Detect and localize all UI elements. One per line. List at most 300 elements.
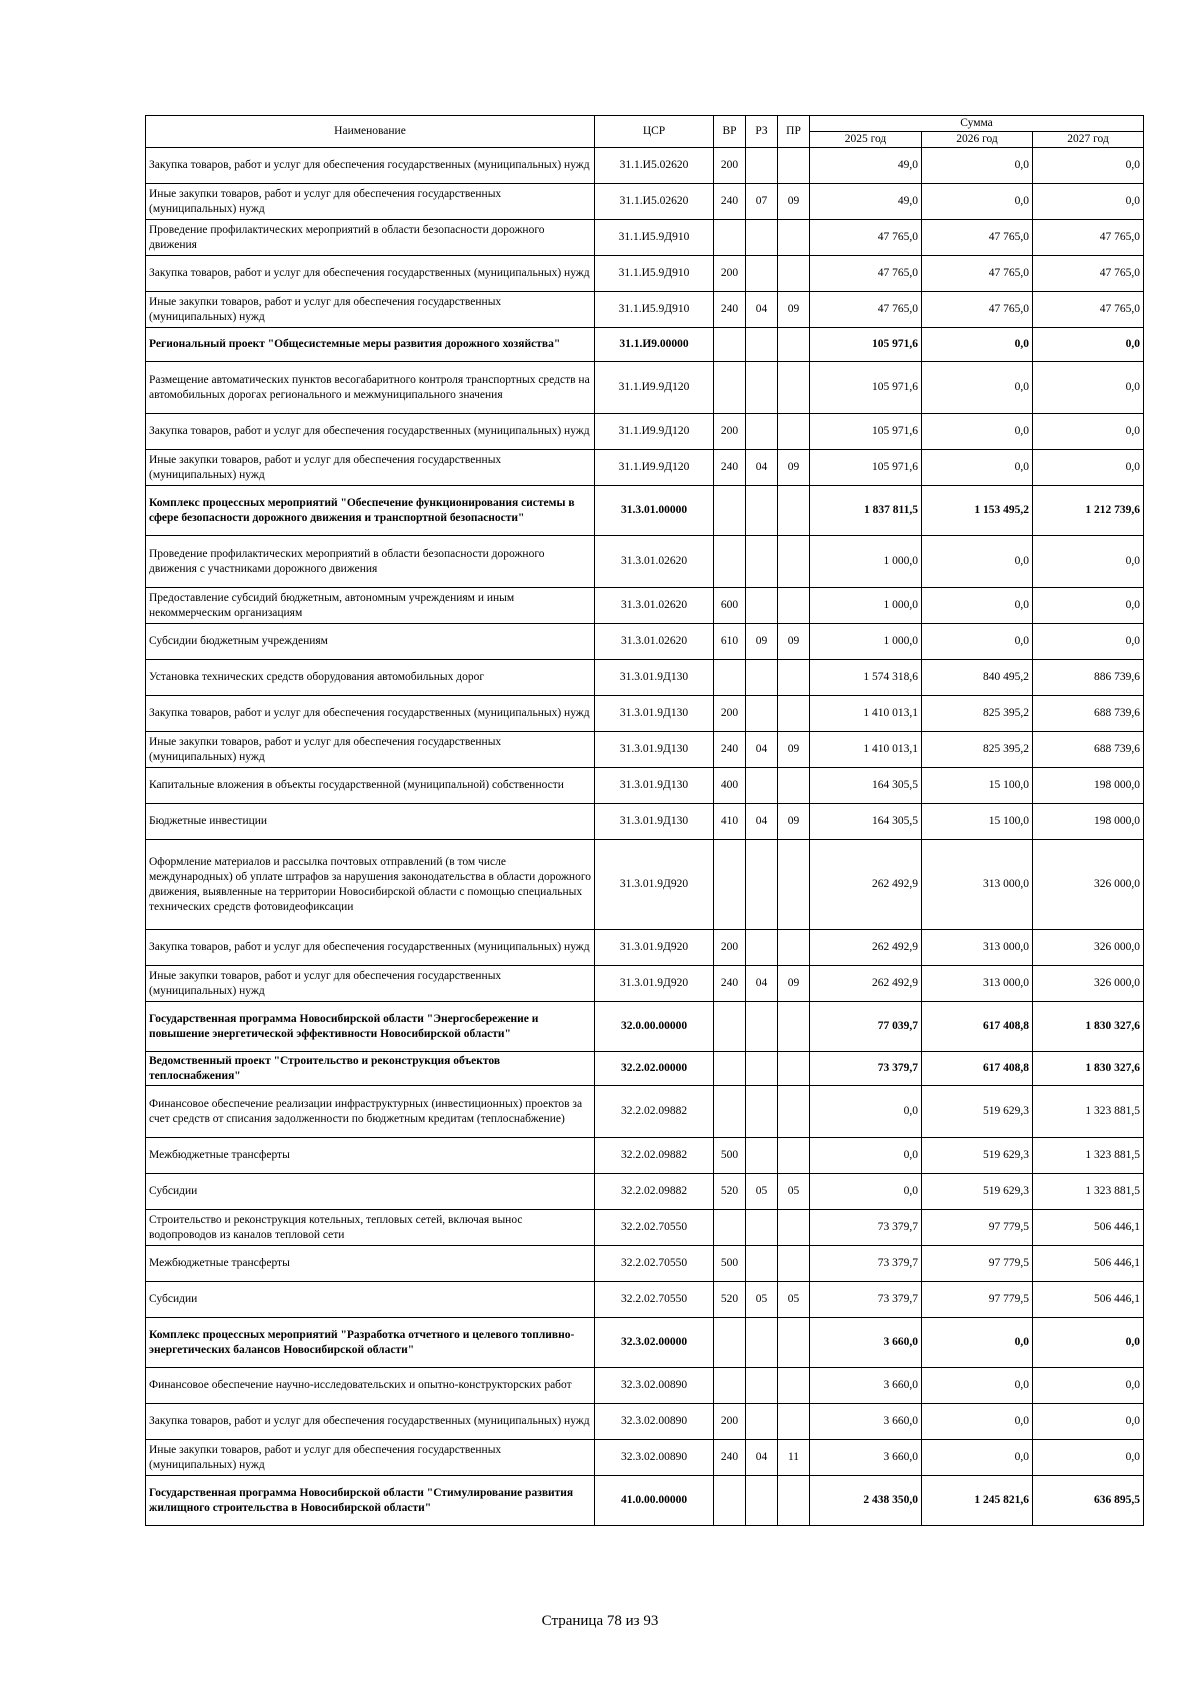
row-rz [746, 256, 778, 292]
row-csr: 32.2.02.70550 [595, 1246, 714, 1282]
table-row [146, 486, 1144, 536]
row-csr: 31.3.01.9Д920 [595, 966, 714, 1002]
row-sum-2027: 688 739,6 [1033, 732, 1144, 768]
row-pr [778, 1002, 810, 1052]
row-rz [746, 1138, 778, 1174]
row-pr: 09 [778, 450, 810, 486]
row-vr [714, 1086, 746, 1138]
row-vr: 240 [714, 732, 746, 768]
row-pr [778, 328, 810, 362]
row-csr: 31.3.01.02620 [595, 624, 714, 660]
row-rz [746, 1476, 778, 1526]
row-name: Государственная программа Новосибирской области "Энергосбережение и повышение энергетической эффективности Новосибирской области" [146, 1002, 595, 1052]
row-sum-2027: 0,0 [1033, 414, 1144, 450]
row-vr: 200 [714, 256, 746, 292]
row-sum-2025: 1 000,0 [810, 624, 922, 660]
row-vr: 240 [714, 184, 746, 220]
row-sum-2027: 0,0 [1033, 1368, 1144, 1404]
row-csr: 31.1.И9.9Д120 [595, 414, 714, 450]
table-row [146, 804, 1144, 840]
row-name: Иные закупки товаров, работ и услуг для обеспечения государственных (муниципальных) нужд [146, 1440, 595, 1476]
row-name: Иные закупки товаров, работ и услуг для обеспечения государственных (муниципальных) нужд [146, 450, 595, 486]
row-csr: 32.2.02.70550 [595, 1282, 714, 1318]
row-sum-2026: 313 000,0 [922, 930, 1033, 966]
row-sum-2027: 886 739,6 [1033, 660, 1144, 696]
table-row [146, 768, 1144, 804]
table-row [146, 450, 1144, 486]
row-sum-2025: 105 971,6 [810, 328, 922, 362]
row-sum-2026: 519 629,3 [922, 1174, 1033, 1210]
row-sum-2027: 198 000,0 [1033, 804, 1144, 840]
row-pr [778, 1246, 810, 1282]
row-rz [746, 1210, 778, 1246]
row-sum-2025: 3 660,0 [810, 1368, 922, 1404]
row-sum-2025: 47 765,0 [810, 256, 922, 292]
row-vr [714, 1002, 746, 1052]
row-pr: 09 [778, 624, 810, 660]
row-sum-2025: 262 492,9 [810, 930, 922, 966]
row-sum-2026: 0,0 [922, 1318, 1033, 1368]
table-row [146, 220, 1144, 256]
row-pr: 09 [778, 804, 810, 840]
row-sum-2025: 49,0 [810, 148, 922, 184]
row-vr: 610 [714, 624, 746, 660]
row-csr: 31.3.01.00000 [595, 486, 714, 536]
row-name: Проведение профилактических мероприятий в области безопасности дорожного движения [146, 220, 595, 256]
row-vr: 410 [714, 804, 746, 840]
row-vr: 200 [714, 414, 746, 450]
row-sum-2025: 1 000,0 [810, 536, 922, 588]
row-csr: 31.3.01.9Д130 [595, 660, 714, 696]
row-sum-2025: 3 660,0 [810, 1440, 922, 1476]
table-header [146, 116, 1144, 148]
row-csr: 32.2.02.00000 [595, 1052, 714, 1086]
table-row [146, 1174, 1144, 1210]
row-rz: 04 [746, 450, 778, 486]
table-row [146, 1002, 1144, 1052]
row-sum-2026: 0,0 [922, 362, 1033, 414]
row-vr [714, 1476, 746, 1526]
row-vr: 200 [714, 696, 746, 732]
table-row [146, 660, 1144, 696]
row-sum-2026: 47 765,0 [922, 256, 1033, 292]
row-sum-2026: 0,0 [922, 624, 1033, 660]
row-rz: 04 [746, 292, 778, 328]
row-csr: 31.1.И5.02620 [595, 148, 714, 184]
row-pr: 09 [778, 184, 810, 220]
row-name: Комплекс процессных мероприятий "Обеспечение функционирования системы в сфере безопасности дорожного движения и транспортной безопасности" [146, 486, 595, 536]
row-sum-2025: 105 971,6 [810, 450, 922, 486]
row-sum-2027: 326 000,0 [1033, 840, 1144, 930]
row-rz [746, 148, 778, 184]
row-sum-2027: 1 323 881,5 [1033, 1138, 1144, 1174]
row-name: Закупка товаров, работ и услуг для обеспечения государственных (муниципальных) нужд [146, 930, 595, 966]
row-name: Установка технических средств оборудования автомобильных дорог [146, 660, 595, 696]
table-row [146, 840, 1144, 930]
col-header-name: Наименование [146, 116, 595, 148]
row-sum-2026: 1 153 495,2 [922, 486, 1033, 536]
row-sum-2027: 47 765,0 [1033, 256, 1144, 292]
row-vr: 400 [714, 768, 746, 804]
row-name: Закупка товаров, работ и услуг для обеспечения государственных (муниципальных) нужд [146, 696, 595, 732]
row-rz [746, 660, 778, 696]
row-rz [746, 1002, 778, 1052]
row-sum-2026: 97 779,5 [922, 1282, 1033, 1318]
row-vr: 240 [714, 1440, 746, 1476]
row-rz [746, 1318, 778, 1368]
row-csr: 32.2.02.09882 [595, 1086, 714, 1138]
row-rz [746, 1086, 778, 1138]
row-rz [746, 696, 778, 732]
row-rz [746, 1368, 778, 1404]
row-pr [778, 1368, 810, 1404]
row-name: Межбюджетные трансферты [146, 1246, 595, 1282]
row-vr [714, 486, 746, 536]
row-pr [778, 768, 810, 804]
row-pr: 05 [778, 1174, 810, 1210]
row-sum-2025: 47 765,0 [810, 220, 922, 256]
table-row [146, 1440, 1144, 1476]
row-sum-2026: 0,0 [922, 1368, 1033, 1404]
row-name: Субсидии [146, 1282, 595, 1318]
row-rz [746, 930, 778, 966]
row-sum-2027: 0,0 [1033, 536, 1144, 588]
row-sum-2026: 0,0 [922, 588, 1033, 624]
row-sum-2026: 519 629,3 [922, 1086, 1033, 1138]
col-header-2026: 2026 год [922, 132, 1033, 148]
col-header-2027: 2027 год [1033, 132, 1144, 148]
table-row [146, 1318, 1144, 1368]
page-number: Страница 78 из 93 [541, 1613, 659, 1629]
row-sum-2025: 73 379,7 [810, 1282, 922, 1318]
table-row [146, 1138, 1144, 1174]
row-rz [746, 328, 778, 362]
row-sum-2025: 105 971,6 [810, 362, 922, 414]
row-pr [778, 1404, 810, 1440]
row-name: Иные закупки товаров, работ и услуг для обеспечения государственных (муниципальных) нужд [146, 732, 595, 768]
row-vr [714, 536, 746, 588]
table-row [146, 1404, 1144, 1440]
row-sum-2026: 97 779,5 [922, 1210, 1033, 1246]
row-csr: 31.3.01.9Д920 [595, 840, 714, 930]
row-pr [778, 414, 810, 450]
row-vr: 240 [714, 292, 746, 328]
row-vr [714, 328, 746, 362]
row-sum-2026: 0,0 [922, 536, 1033, 588]
row-csr: 31.1.И9.9Д120 [595, 450, 714, 486]
table-row [146, 328, 1144, 362]
table-row [146, 1368, 1144, 1404]
row-pr [778, 696, 810, 732]
row-sum-2027: 1 830 327,6 [1033, 1052, 1144, 1086]
row-rz: 05 [746, 1174, 778, 1210]
row-pr [778, 840, 810, 930]
row-sum-2027: 1 830 327,6 [1033, 1002, 1144, 1052]
row-pr [778, 1476, 810, 1526]
row-sum-2025: 0,0 [810, 1086, 922, 1138]
row-rz: 04 [746, 966, 778, 1002]
row-pr [778, 1138, 810, 1174]
row-sum-2027: 1 323 881,5 [1033, 1174, 1144, 1210]
row-vr: 200 [714, 1404, 746, 1440]
table-body [146, 148, 1144, 1526]
row-sum-2026: 617 408,8 [922, 1052, 1033, 1086]
row-pr: 05 [778, 1282, 810, 1318]
row-rz: 04 [746, 804, 778, 840]
table-row [146, 966, 1144, 1002]
row-pr [778, 1318, 810, 1368]
row-name: Строительство и реконструкция котельных, тепловых сетей, включая вынос водопроводов из каналов тепловой сети [146, 1210, 595, 1246]
row-csr: 32.2.02.09882 [595, 1138, 714, 1174]
row-pr [778, 930, 810, 966]
row-name: Размещение автоматических пунктов весогабаритного контроля транспортных средств на автомобильных дорогах регионального и межмуниципального значения [146, 362, 595, 414]
row-vr: 520 [714, 1174, 746, 1210]
row-name: Субсидии [146, 1174, 595, 1210]
row-sum-2026: 0,0 [922, 414, 1033, 450]
row-name: Оформление материалов и рассылка почтовых отправлений (в том числе международных) об уплате штрафов за нарушения законодательства в области дорожного движения, выявленные на территории Новосибирской области с помощью специальных технических средств фотовидеофиксации [146, 840, 595, 930]
row-csr: 31.3.01.9Д130 [595, 696, 714, 732]
table-row [146, 256, 1144, 292]
row-sum-2027: 47 765,0 [1033, 292, 1144, 328]
row-name: Субсидии бюджетным учреждениям [146, 624, 595, 660]
row-csr: 31.1.И5.9Д910 [595, 256, 714, 292]
col-header-pr: ПР [778, 116, 810, 148]
row-sum-2026: 313 000,0 [922, 840, 1033, 930]
row-sum-2025: 1 410 013,1 [810, 732, 922, 768]
row-sum-2027: 0,0 [1033, 624, 1144, 660]
row-csr: 31.1.И9.00000 [595, 328, 714, 362]
row-csr: 31.1.И5.02620 [595, 184, 714, 220]
row-sum-2026: 0,0 [922, 184, 1033, 220]
row-rz [746, 220, 778, 256]
row-sum-2025: 262 492,9 [810, 966, 922, 1002]
row-sum-2025: 3 660,0 [810, 1404, 922, 1440]
col-header-2025: 2025 год [810, 132, 922, 148]
row-sum-2026: 47 765,0 [922, 220, 1033, 256]
row-rz: 09 [746, 624, 778, 660]
row-rz [746, 414, 778, 450]
row-rz [746, 588, 778, 624]
row-csr: 31.1.И5.9Д910 [595, 220, 714, 256]
table-row [146, 1282, 1144, 1318]
row-sum-2026: 0,0 [922, 1404, 1033, 1440]
row-vr: 240 [714, 966, 746, 1002]
row-name: Государственная программа Новосибирской области "Стимулирование развития жилищного строительства в Новосибирской области" [146, 1476, 595, 1526]
table-row [146, 184, 1144, 220]
row-sum-2026: 313 000,0 [922, 966, 1033, 1002]
row-sum-2025: 47 765,0 [810, 292, 922, 328]
row-sum-2026: 825 395,2 [922, 732, 1033, 768]
row-pr [778, 1052, 810, 1086]
row-rz [746, 1246, 778, 1282]
row-sum-2026: 1 245 821,6 [922, 1476, 1033, 1526]
row-name: Закупка товаров, работ и услуг для обеспечения государственных (муниципальных) нужд [146, 256, 595, 292]
row-name: Капитальные вложения в объекты государственной (муниципальной) собственности [146, 768, 595, 804]
row-vr: 200 [714, 148, 746, 184]
row-sum-2027: 0,0 [1033, 184, 1144, 220]
row-pr: 09 [778, 966, 810, 1002]
budget-table [145, 115, 1144, 1526]
row-sum-2027: 0,0 [1033, 1404, 1144, 1440]
row-sum-2026: 15 100,0 [922, 768, 1033, 804]
row-sum-2026: 519 629,3 [922, 1138, 1033, 1174]
row-sum-2027: 198 000,0 [1033, 768, 1144, 804]
row-sum-2025: 77 039,7 [810, 1002, 922, 1052]
col-header-rz: РЗ [746, 116, 778, 148]
table-row [146, 1052, 1144, 1086]
table-row [146, 148, 1144, 184]
table-row [146, 930, 1144, 966]
row-sum-2026: 97 779,5 [922, 1246, 1033, 1282]
row-csr: 31.3.01.02620 [595, 536, 714, 588]
row-sum-2027: 688 739,6 [1033, 696, 1144, 732]
row-vr: 500 [714, 1138, 746, 1174]
row-sum-2026: 47 765,0 [922, 292, 1033, 328]
row-name: Закупка товаров, работ и услуг для обеспечения государственных (муниципальных) нужд [146, 414, 595, 450]
row-sum-2025: 164 305,5 [810, 768, 922, 804]
col-header-sum: Сумма [810, 116, 1144, 132]
table-row [146, 1210, 1144, 1246]
table-row [146, 1086, 1144, 1138]
row-csr: 32.3.02.00000 [595, 1318, 714, 1368]
row-name: Комплекс процессных мероприятий "Разработка отчетного и целевого топливно-энергетических балансов Новосибирской области" [146, 1318, 595, 1368]
row-rz: 04 [746, 1440, 778, 1476]
row-rz: 07 [746, 184, 778, 220]
row-sum-2027: 0,0 [1033, 148, 1144, 184]
row-csr: 31.3.01.9Д920 [595, 930, 714, 966]
row-sum-2025: 0,0 [810, 1138, 922, 1174]
row-sum-2025: 73 379,7 [810, 1210, 922, 1246]
row-name: Закупка товаров, работ и услуг для обеспечения государственных (муниципальных) нужд [146, 148, 595, 184]
row-vr [714, 1052, 746, 1086]
table-row [146, 362, 1144, 414]
row-pr [778, 1210, 810, 1246]
table-row [146, 624, 1144, 660]
row-vr [714, 1318, 746, 1368]
row-csr: 31.3.01.9Д130 [595, 732, 714, 768]
row-rz: 04 [746, 732, 778, 768]
row-sum-2025: 3 660,0 [810, 1318, 922, 1368]
row-pr [778, 486, 810, 536]
row-sum-2027: 0,0 [1033, 362, 1144, 414]
row-csr: 32.2.02.70550 [595, 1210, 714, 1246]
row-sum-2027: 47 765,0 [1033, 220, 1144, 256]
row-sum-2027: 0,0 [1033, 450, 1144, 486]
row-pr [778, 256, 810, 292]
row-csr: 31.3.01.9Д130 [595, 768, 714, 804]
row-pr [778, 588, 810, 624]
row-sum-2027: 1 323 881,5 [1033, 1086, 1144, 1138]
row-name: Ведомственный проект "Строительство и реконструкция объектов теплоснабжения" [146, 1052, 595, 1086]
table-row [146, 292, 1144, 328]
row-csr: 32.3.02.00890 [595, 1440, 714, 1476]
row-sum-2027: 0,0 [1033, 1440, 1144, 1476]
row-sum-2025: 1 410 013,1 [810, 696, 922, 732]
row-sum-2026: 840 495,2 [922, 660, 1033, 696]
row-sum-2027: 0,0 [1033, 328, 1144, 362]
row-pr [778, 220, 810, 256]
row-sum-2025: 1 000,0 [810, 588, 922, 624]
row-sum-2026: 0,0 [922, 148, 1033, 184]
row-sum-2027: 0,0 [1033, 588, 1144, 624]
row-name: Иные закупки товаров, работ и услуг для обеспечения государственных (муниципальных) нужд [146, 292, 595, 328]
row-pr [778, 660, 810, 696]
row-sum-2026: 825 395,2 [922, 696, 1033, 732]
row-csr: 31.3.01.02620 [595, 588, 714, 624]
row-sum-2027: 506 446,1 [1033, 1282, 1144, 1318]
row-vr: 500 [714, 1246, 746, 1282]
row-sum-2025: 164 305,5 [810, 804, 922, 840]
row-rz [746, 768, 778, 804]
row-sum-2027: 1 212 739,6 [1033, 486, 1144, 536]
row-csr: 31.1.И9.9Д120 [595, 362, 714, 414]
row-rz [746, 1052, 778, 1086]
row-sum-2026: 617 408,8 [922, 1002, 1033, 1052]
row-name: Бюджетные инвестиции [146, 804, 595, 840]
row-sum-2027: 506 446,1 [1033, 1246, 1144, 1282]
row-sum-2025: 73 379,7 [810, 1246, 922, 1282]
row-sum-2026: 0,0 [922, 328, 1033, 362]
row-name: Финансовое обеспечение научно-исследовательских и опытно-конструкторских работ [146, 1368, 595, 1404]
row-sum-2025: 49,0 [810, 184, 922, 220]
row-vr: 200 [714, 930, 746, 966]
col-header-csr: ЦСР [595, 116, 714, 148]
row-sum-2027: 0,0 [1033, 1318, 1144, 1368]
row-csr: 32.3.02.00890 [595, 1368, 714, 1404]
row-vr [714, 362, 746, 414]
budget-table-container [145, 115, 1143, 1526]
row-name: Иные закупки товаров, работ и услуг для обеспечения государственных (муниципальных) нужд [146, 966, 595, 1002]
row-csr: 31.1.И5.9Д910 [595, 292, 714, 328]
row-vr [714, 1368, 746, 1404]
row-rz [746, 840, 778, 930]
row-rz [746, 1404, 778, 1440]
row-rz [746, 362, 778, 414]
row-name: Иные закупки товаров, работ и услуг для обеспечения государственных (муниципальных) нужд [146, 184, 595, 220]
row-csr: 32.0.00.00000 [595, 1002, 714, 1052]
col-header-vr: ВР [714, 116, 746, 148]
table-row [146, 1246, 1144, 1282]
row-sum-2025: 105 971,6 [810, 414, 922, 450]
row-sum-2026: 0,0 [922, 450, 1033, 486]
row-sum-2027: 636 895,5 [1033, 1476, 1144, 1526]
row-name: Закупка товаров, работ и услуг для обеспечения государственных (муниципальных) нужд [146, 1404, 595, 1440]
table-row [146, 732, 1144, 768]
row-sum-2026: 15 100,0 [922, 804, 1033, 840]
row-sum-2025: 1 837 811,5 [810, 486, 922, 536]
row-csr: 41.0.00.00000 [595, 1476, 714, 1526]
row-sum-2027: 326 000,0 [1033, 966, 1144, 1002]
row-pr: 11 [778, 1440, 810, 1476]
row-csr: 32.2.02.09882 [595, 1174, 714, 1210]
row-vr: 600 [714, 588, 746, 624]
row-sum-2027: 506 446,1 [1033, 1210, 1144, 1246]
row-rz [746, 486, 778, 536]
row-csr: 31.3.01.9Д130 [595, 804, 714, 840]
row-pr [778, 536, 810, 588]
row-name: Межбюджетные трансферты [146, 1138, 595, 1174]
row-vr: 240 [714, 450, 746, 486]
row-pr: 09 [778, 292, 810, 328]
row-pr [778, 148, 810, 184]
row-name: Проведение профилактических мероприятий в области безопасности дорожного движения с участниками дорожного движения [146, 536, 595, 588]
row-sum-2026: 0,0 [922, 1440, 1033, 1476]
row-rz [746, 536, 778, 588]
row-pr [778, 1086, 810, 1138]
table-row [146, 1476, 1144, 1526]
row-sum-2025: 0,0 [810, 1174, 922, 1210]
row-vr [714, 660, 746, 696]
